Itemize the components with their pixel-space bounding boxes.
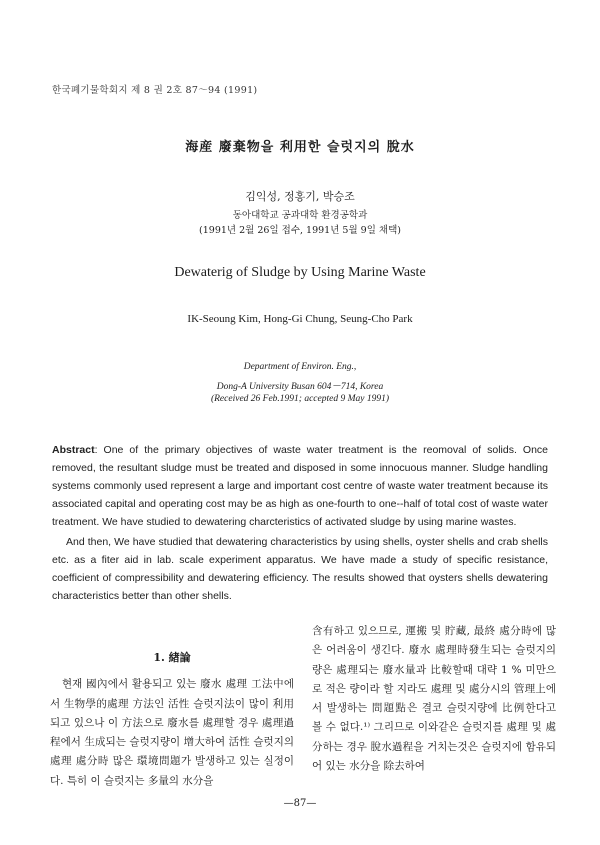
korean-title: 海産 廢棄物을 利用한 슬럿지의 脫水 xyxy=(185,140,415,155)
abstract-paragraph-1 xyxy=(52,441,548,531)
korean-dates: (1991년 2월 26일 접수, 1991년 5월 9일 채택) xyxy=(199,225,401,236)
body-column-left xyxy=(50,648,294,791)
body-column-right xyxy=(312,622,556,776)
journal-header: 한국폐기물학회지 제 8 권 2호 87～94 (1991) xyxy=(52,85,258,96)
body-paragraph-left: 현재 國內에서 활용되고 있는 廢水 處理 工法中에서 生物學的處理 方法인 活性 슬럿지法이 많이 利用되고 있으나 이 方法으로 廢水를 處理할 경우 處理過程에서 生成되는 슬럿지량이 增大하여 活性 슬럿지의 處理 處分時 많은 環境問題가 발생하고 있는 실정이다. 특히 이 슬럿지는 多量의 水分을 xyxy=(50,678,294,787)
english-affiliation-university: Dong-A University Busan 604－714, Korea xyxy=(216,382,384,392)
english-received-dates: (Received 26 Feb.1991; accepted 9 May 1991) xyxy=(210,394,390,404)
abstract xyxy=(52,441,548,605)
korean-authors: 김익성, 정홍기, 박승조 xyxy=(245,190,355,203)
english-affiliation-department: Department of Environ. Eng., xyxy=(243,362,357,372)
korean-affiliation: 동아대학교 공과대학 환경공학과 xyxy=(232,210,368,221)
english-authors: IK-Seoung Kim, Hong-Gi Chung, Seung-Cho Park xyxy=(187,313,413,325)
abstract-text-1: : One of the primary objectives of waste water treatment is the reomoval of solids. Once removed, the resultant sludge must be treated and disposed in some innocuous manner. Sludge handling systems commonly used represent a large and important cost centre of waste water treatment because its associated capital and operating cost may be as high as one-fourth to one--half of total cost of waste water treatment. We have studied to dewatering charcteristics of activated sludge by using marine wastes. xyxy=(52,444,548,528)
abstract-paragraph-2: And then, We have studied that dewatering characteristics by using shells, oyster shells and crab shells etc. as a fiter aid in lab. scale experiment apparatus. We have made a study of specific resistance, coefficient of compressibility and dewatering efficiency. The results showed that oysters shells dewatering characteristics better than other shells. xyxy=(52,536,548,602)
body-paragraph-right: 含有하고 있으므로, 運搬 및 貯藏, 最終 處分時에 많은 어려움이 생긴다. 廢水 處理時發生되는 슬럿지의 량은 處理되는 廢水量과 比較할때 대략 1 % 미만으로 적은 량이라 할 지라도 處理 및 處分시의 管理上에서 발생하는 問題點은 결코 슬럿지량에 比例한다고 볼 수 없다.¹⁾ 그리므로 이와같은 슬럿지를 處理 및 處分하는 경우 脫水過程을 거치는것은 슬럿지에 함유되어 있는 水分을 除去하여 xyxy=(312,625,556,773)
section-heading-introduction: 1. 緖論 xyxy=(153,651,191,664)
abstract-label: Abstract xyxy=(52,444,95,456)
english-title: Dewaterig of Sludge by Using Marine Waste xyxy=(174,265,426,280)
page-number: —87— xyxy=(283,798,317,809)
